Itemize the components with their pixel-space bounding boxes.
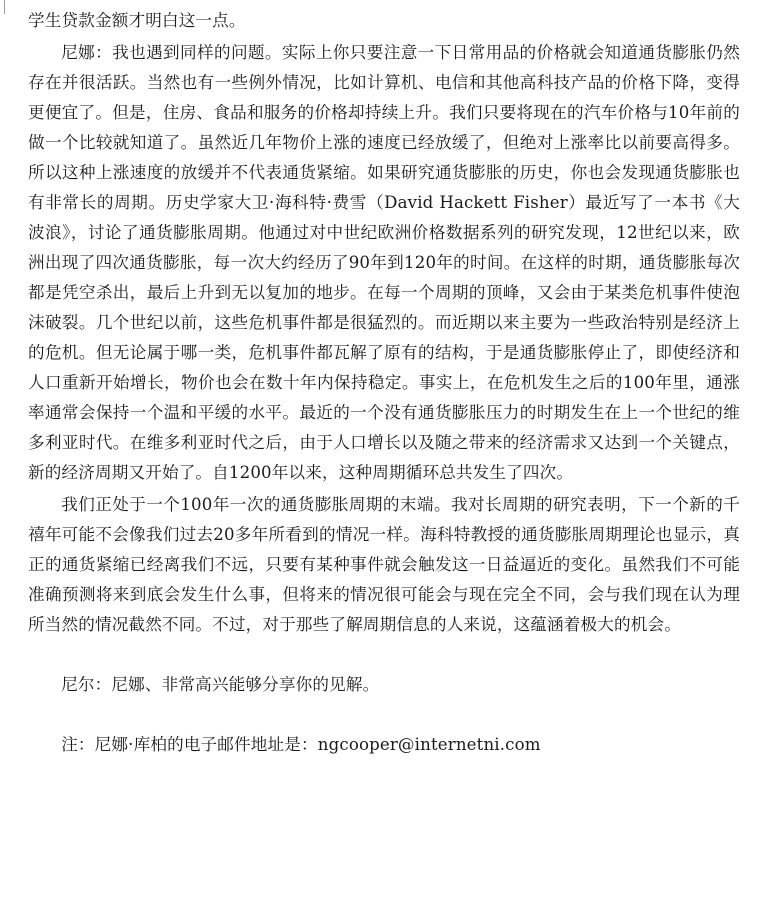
paragraph-nina-inflation: 尼娜：我也遇到同样的问题。实际上你只要注意一下日常用品的价格就会知道通货膨胀仍然存在并很活跃。当然也有一些例外情况，比如计算机、电信和其他高科技产品的价格下降，变得更便宜了。但是，住房、食品和服务的价格却持续上升。我们只要将现在的汽车价格与10年前的做一个比较就知道了。虽然近几年物价上涨的速度已经放缓了，但绝对上涨率比以前要高得多。所以这种上涨速度的放缓并不代表通货紧缩。如果研究通货膨胀的历史，你也会发现通货膨胀也有非常长的周期。历史学家大卫·海科特·费雪（David Hackett Fisher）最近写了一本书《大波浪》，讨论了通货膨胀周期。他通过对中世纪欧洲价格数据系列的研究发现，12世纪以来，欧洲出现了四次通货膨胀，每一次大约经历了90年到120年的时间。在这样的时期，通货膨胀每次都是凭空杀出，最后上升到无以复加的地步。在每一个周期的顶峰，又会由于某类危机事件使泡沫破裂。几个世纪以前，这些危机事件都是很猛烈的。而近期以来主要为一些政治特别是经济上的危机。但无论属于哪一类，危机事件都瓦解了原有的结构，于是通货膨胀停止了，即使经济和人口重新开始增长，物价也会在数十年内保持稳定。事实上，在危机发生之后的100年里，通涨率通常会保持一个温和平缓的水平。最近的一个没有通货膨胀压力的时期发生在上一个世纪的维多利亚时代。在维多利亚时代之后，由于人口增长以及随之带来的经济需求又达到一个关键点，新的经济周期又开始了。自1200年以来，这种周期循环总共发生了四次。	[28, 43, 740, 482]
section-gap	[28, 700, 740, 730]
section-gap	[28, 640, 740, 670]
paragraph-continuation: 学生贷款金额才明白这一点。	[28, 11, 246, 30]
paragraph-neil-thanks: 尼尔：尼娜、非常高兴能够分享你的见解。	[61, 675, 380, 694]
footnote-email: 注：尼娜·库柏的电子邮件地址是：ngcooper@internetni.com	[61, 735, 541, 754]
document-page	[28, 6, 740, 760]
paragraph-cycle-end: 我们正处于一个100年一次的通货膨胀周期的末端。我对长周期的研究表明，下一个新的千禧年可能不会像我们过去20多年所看到的情况一样。海科特教授的通货膨胀周期理论也显示，真正的通货紧缩已经离我们不远，只要有某种事件就会触发这一日益逼近的变化。虽然我们不可能准确预测将来到底会发生什么事，但将来的情况很可能会与现在完全不同，会与我们现在认为理所当然的情况截然不同。不过，对于那些了解周期信息的人来说，这蕴涵着极大的机会。	[28, 495, 740, 634]
page-edge-mark	[4, 0, 5, 14]
